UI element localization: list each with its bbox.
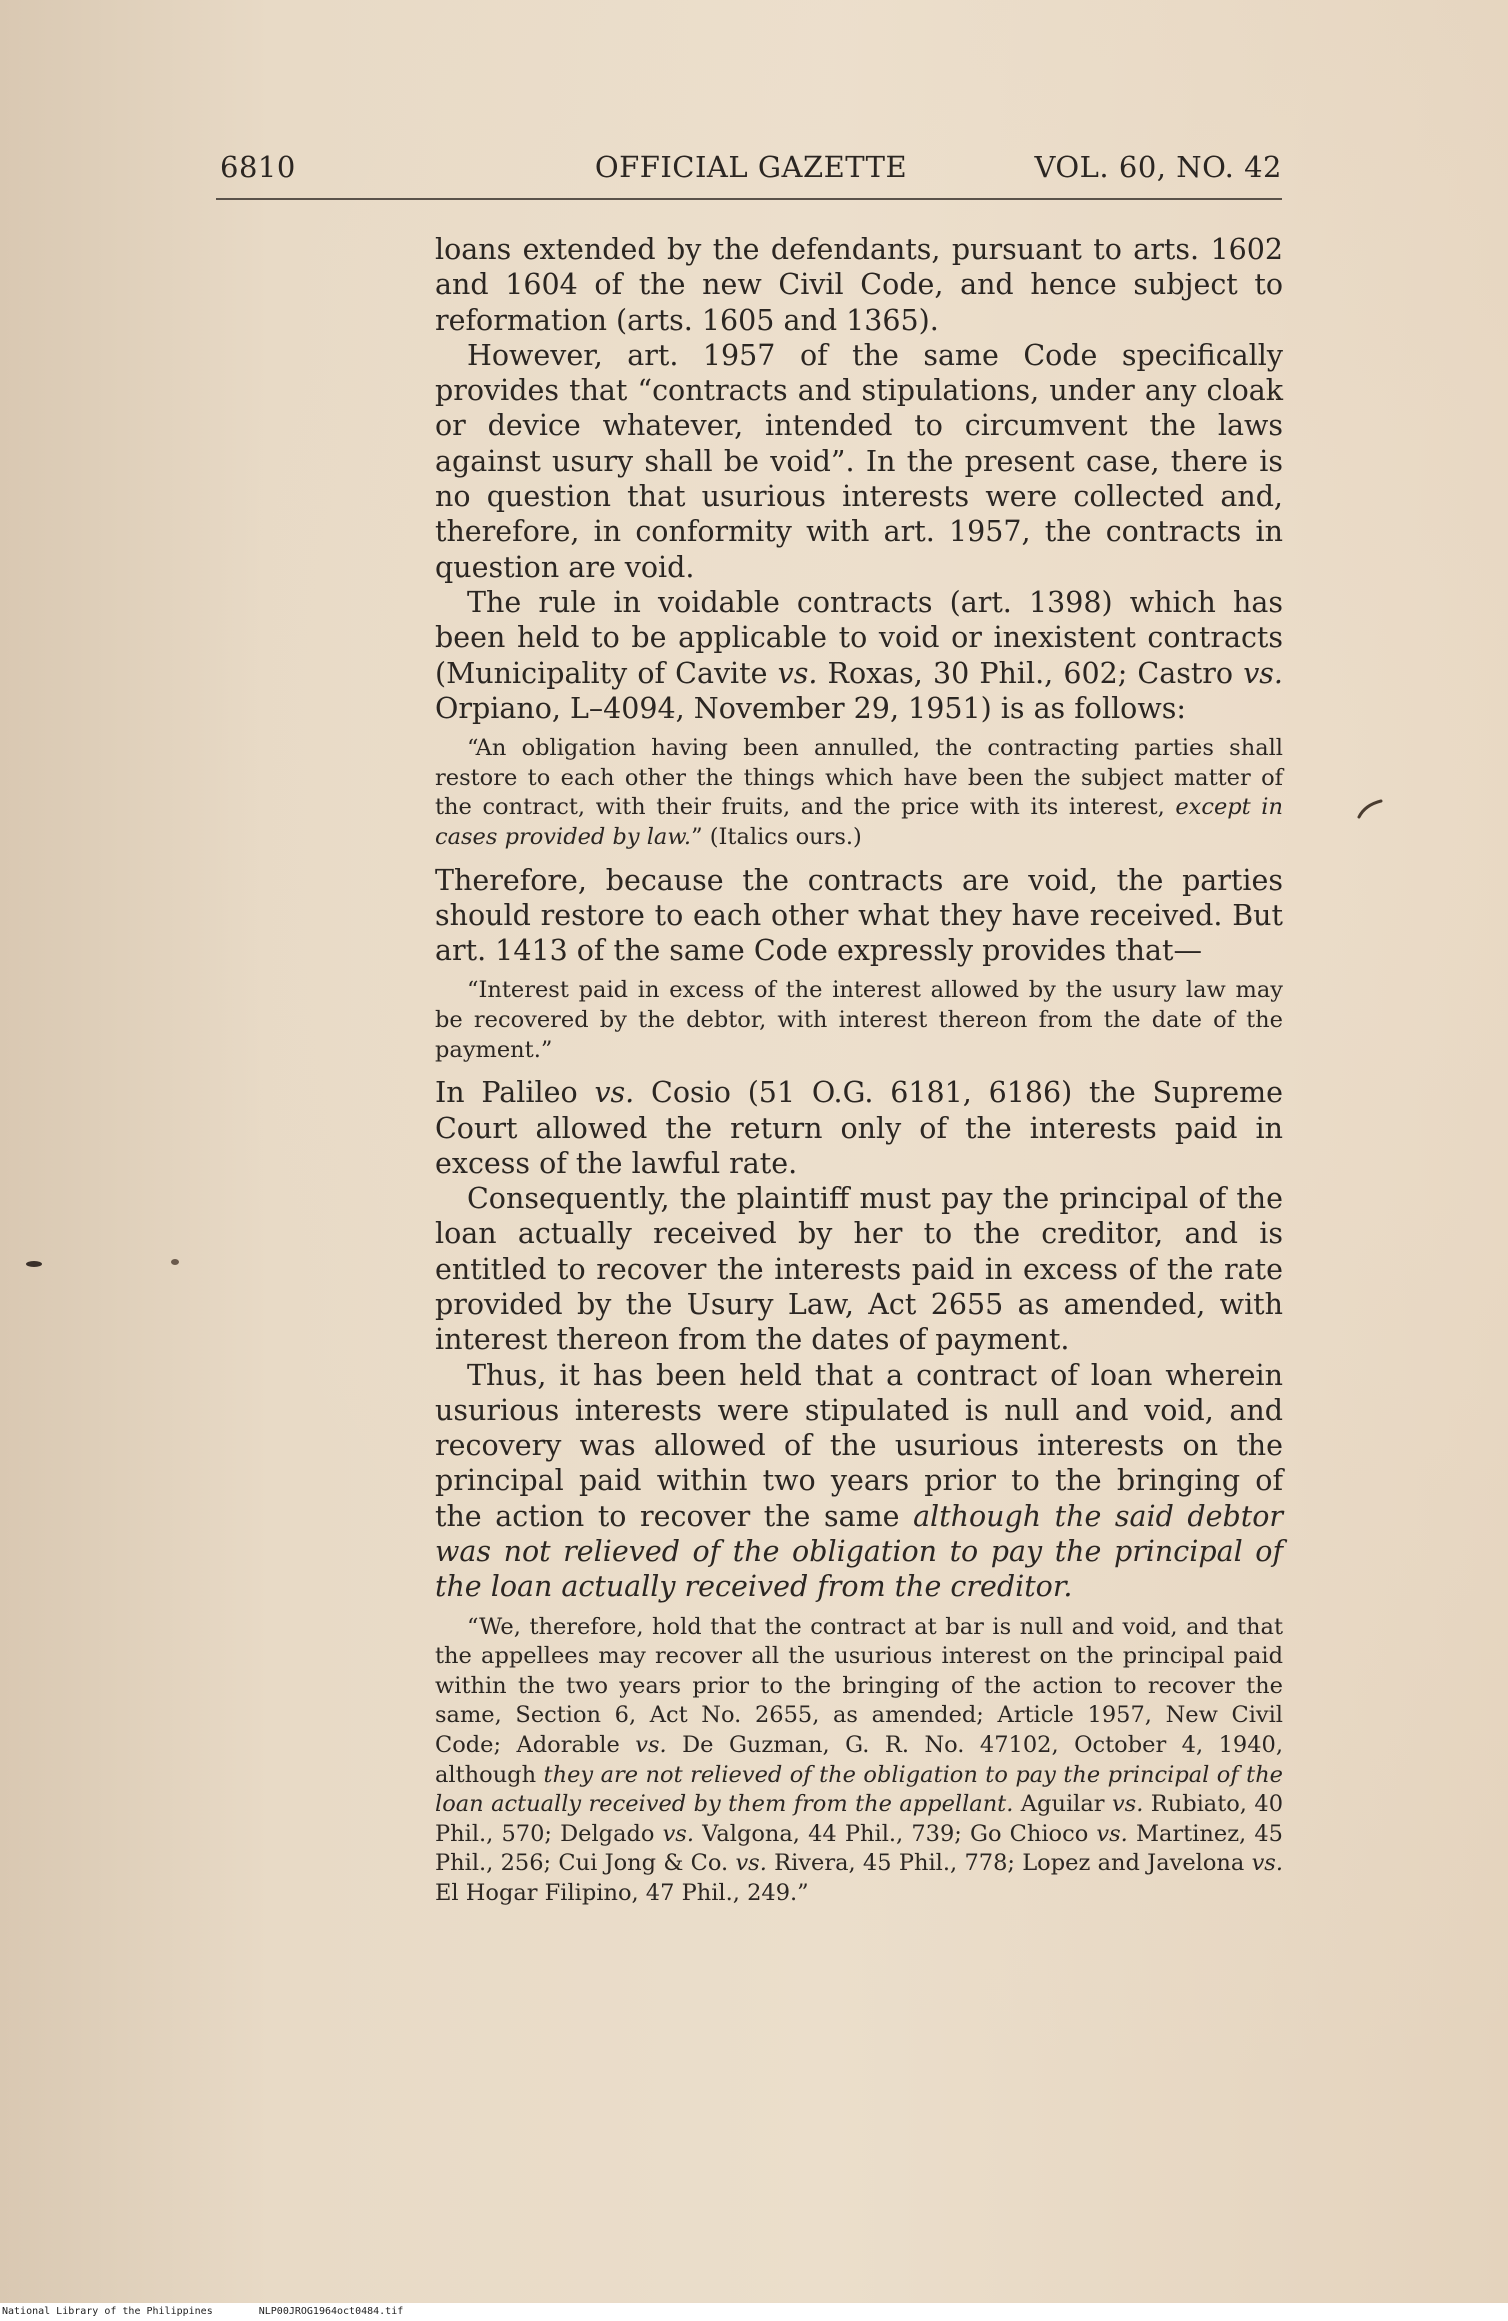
block-quote-2: “Interest paid in excess of the interest allowed by the usury law may be recovered by the debtor, with interest thereon from the date of the payment.”	[435, 977, 1283, 1063]
italic-text: except in cases provided by law.	[435, 794, 1283, 850]
text-run: “We, therefore, hold that the contract at bar is null and void, and that the appellees may recover all the usurious interest on the principal paid within the two years prior to the bringing of the action to recover the same, Section 6, Act No. 2655, as amended; Article 1957, New Civil Code; Adorable	[435, 1613, 1283, 1759]
text-run: De Guzman, G. R. No. 47102, October 4, 1940, although	[435, 1732, 1283, 1788]
italic-vs: vs.	[735, 1850, 767, 1877]
italic-vs: vs.	[777, 656, 818, 690]
page-number: 6810	[220, 150, 296, 184]
text-run: In Palileo	[435, 1076, 595, 1110]
text-run: The rule in voidable contracts (art. 1398) which has been held to be applicable to void or inexistent contracts (Municipality of Cavite	[435, 585, 1283, 690]
text-run: Thus, it has been held that a contract of loan wherein usurious interests were stipulated is null and void, and recovery was allowed of the usurious interests on the principal paid within two years prior to the bringing of the action to recover the same	[435, 1358, 1283, 1533]
italic-vs: vs.	[594, 1076, 635, 1110]
paragraph-7	[435, 1358, 1283, 1605]
footer-library: National Library of the Philippines	[2, 2306, 213, 2317]
text-run: Martinez, 45 Phil., 256; Cui Jong & Co.	[435, 1820, 1283, 1877]
italic-text: they are not relieved of the obligation to pay the principal of the loan actually received by them from the appellant.	[435, 1761, 1283, 1818]
italic-vs: vs.	[1096, 1820, 1128, 1847]
paragraph-1: loans extended by the defendants, pursuant to arts. 1602 and 1604 of the new Civil Code, and hence subject to reformation (arts. 1605 and 1365).	[435, 233, 1283, 337]
volume-issue: VOL. 60, NO. 42	[1034, 150, 1282, 184]
text-run: Orpiano, L–4094, November 29, 1951) is as follows:	[435, 691, 1186, 725]
italic-vs: vs.	[1243, 656, 1283, 690]
italic-vs: vs.	[1111, 1791, 1144, 1818]
text-run: Cosio (51 O.G. 6181, 6186) the Supreme Court allowed the return only of the interests paid in excess of the lawful rate.	[435, 1076, 1283, 1180]
text-run: “An obligation having been annulled, the contracting parties shall restore to each other the things which have been the subject matter of the contract, with their fruits, and the price with its interest,	[435, 735, 1283, 821]
margin-smudge	[22, 1258, 46, 1270]
scan-footer	[0, 2303, 1508, 2321]
italic-text: although the said debtor was not relieved of the obligation to pay the principal of the loan actually received from the creditor.	[435, 1499, 1284, 1604]
text-run: El Hogar Filipino, 47 Phil., 249.”	[435, 1880, 809, 1906]
italic-vs: vs.	[635, 1732, 667, 1759]
block-quote-3	[435, 1613, 1283, 1909]
article-body	[435, 232, 1283, 1909]
paragraph-4: Therefore, because the contracts are void, the parties should restore to each other what they have received. But art. 1413 of the same Code expressly provides that—	[435, 863, 1283, 968]
header-rule	[216, 198, 1282, 200]
running-header	[220, 150, 1282, 194]
paragraph-3	[435, 585, 1283, 726]
publication-title: OFFICIAL GAZETTE	[594, 150, 908, 184]
paragraph-2: However, art. 1957 of the same Code specifically provides that “contracts and stipulations, under any cloak or device whatever, intended to circumvent the laws against usury shall be void”. In the present case, there is no question that usurious interests were collected and, therefore, in conformity with art. 1957, the contracts in question are void.	[435, 338, 1283, 584]
italic-vs: vs.	[662, 1820, 695, 1847]
footer-filename: NLP00JROG1964oct0484.tif	[258, 2306, 404, 2317]
margin-dot	[168, 1256, 182, 1268]
text-run: Aguilar	[1013, 1791, 1112, 1818]
paragraph-6: Consequently, the plaintiff must pay the principal of the loan actually received by her to the creditor, and is entitled to recover the interests paid in excess of the rate provided by the Usury Law, Act 2655 as amended, with interest thereon from the dates of payment.	[435, 1182, 1283, 1357]
text-run: Roxas, 30 Phil., 602; Castro	[817, 656, 1244, 690]
text-run: Rubiato, 40 Phil., 570; Delgado	[435, 1791, 1284, 1847]
text-run: ” (Italics ours.)	[691, 823, 862, 850]
text-run: Rivera, 45 Phil., 778; Lopez and Javelona	[766, 1850, 1252, 1877]
italic-vs: vs.	[1251, 1850, 1283, 1877]
text-run: Valgona, 44 Phil., 739; Go Chioco	[694, 1820, 1097, 1847]
block-quote-1	[435, 734, 1283, 852]
paragraph-5	[435, 1075, 1283, 1181]
pencil-check-mark	[1355, 795, 1385, 825]
